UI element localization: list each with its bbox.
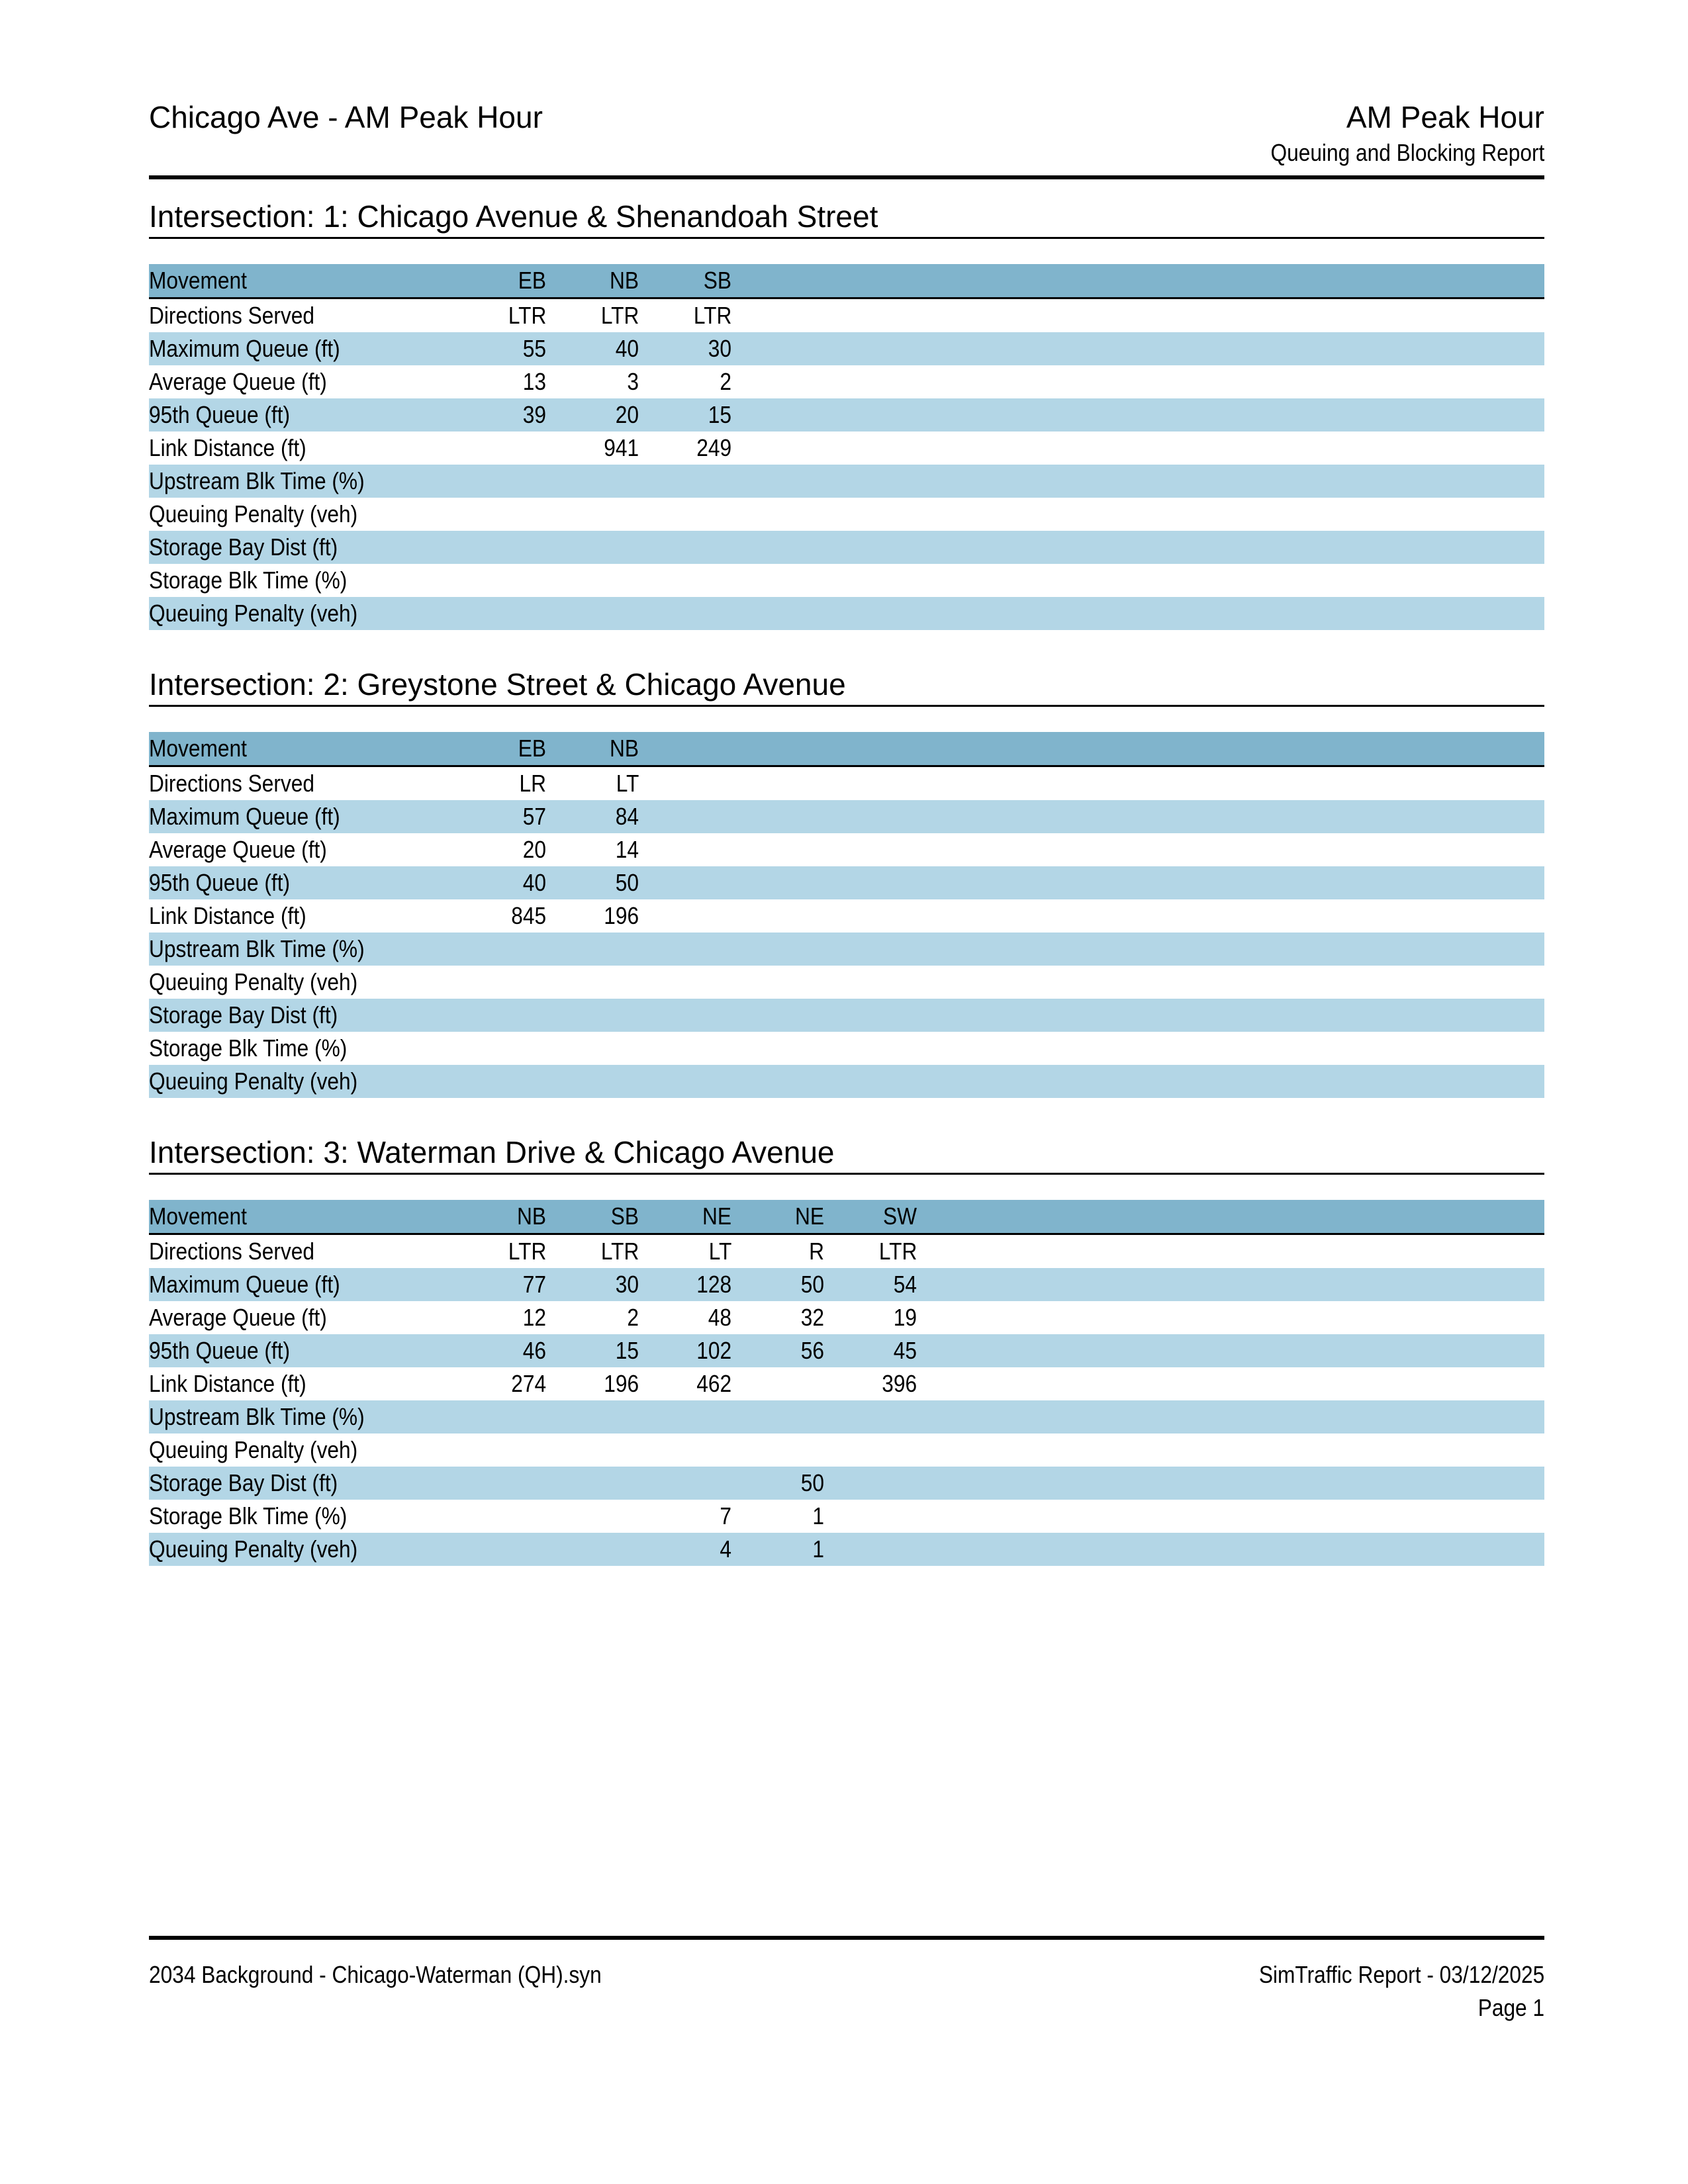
header-cell-movement: Movement [149,1200,453,1234]
value-cell [453,564,546,597]
intersection-title: Intersection: 2: Greystone Street & Chicago Avenue [149,667,846,702]
row-filler [639,966,1544,999]
table-row [149,1367,1544,1400]
table-row [149,1467,1544,1500]
queue-table [149,732,1544,1098]
header-cell-direction: EB [453,732,546,766]
row-filler [639,899,1544,933]
row-label: Storage Bay Dist (ft) [149,1469,338,1496]
row-filler [731,498,1544,531]
row-filler [731,564,1544,597]
value-cell [824,1467,917,1500]
row-filler [917,1400,1544,1433]
table-row [149,564,1544,597]
queue-table [149,264,1544,630]
table-row [149,800,1544,833]
header-cell-movement: Movement [149,264,453,298]
value-cell: 274 [511,1370,546,1397]
value-cell [546,1065,639,1098]
value-cell: 48 [708,1304,731,1331]
header-cell-direction: SW [824,1200,917,1234]
row-filler [639,933,1544,966]
intersection-section-2 [149,665,1544,1098]
header-cell-direction: NB [546,264,639,298]
value-cell: R [809,1238,824,1265]
value-cell [824,1433,917,1467]
value-cell: 20 [522,836,546,863]
value-cell: LTR [693,302,731,329]
row-filler [731,597,1544,630]
header-rule [149,175,1544,179]
table-header-row [149,732,1544,766]
value-cell: 1 [812,1502,824,1529]
row-filler [639,866,1544,899]
row-label: Queuing Penalty (veh) [149,1535,358,1563]
value-cell [546,597,639,630]
value-cell: 45 [893,1337,917,1364]
report-header [149,93,1544,180]
row-filler [917,1268,1544,1301]
value-cell [453,1065,546,1098]
intersection-title: Intersection: 3: Waterman Drive & Chicago Avenue [149,1135,835,1169]
footer-file-name: 2034 Background - Chicago-Waterman (QH).syn [149,1961,602,1988]
value-cell [453,1400,546,1433]
value-cell [639,564,731,597]
row-filler [917,1467,1544,1500]
row-label: Upstream Blk Time (%) [149,1403,365,1430]
row-filler [731,531,1544,564]
value-cell [453,531,546,564]
value-cell: 249 [696,434,731,461]
value-cell [639,498,731,531]
value-cell: 12 [522,1304,546,1331]
value-cell: 32 [800,1304,824,1331]
value-cell: LT [616,770,639,797]
value-cell [639,597,731,630]
row-filler [731,298,1544,333]
table-row [149,899,1544,933]
value-cell [453,597,546,630]
value-cell: 39 [522,401,546,428]
value-cell: 3 [627,368,639,395]
value-cell: LTR [508,1238,546,1265]
report-subtitle: Queuing and Blocking Report [1270,139,1544,166]
table-row [149,1433,1544,1467]
row-filler [731,432,1544,465]
report-title: Chicago Ave - AM Peak Hour [149,100,543,134]
value-cell: 50 [800,1469,824,1496]
value-cell [453,465,546,498]
value-cell: 15 [708,401,731,428]
value-cell [453,933,546,966]
value-cell: 54 [893,1271,917,1298]
row-filler [917,1500,1544,1533]
value-cell [546,465,639,498]
table-row [149,1334,1544,1367]
row-label: Maximum Queue (ft) [149,1271,340,1298]
value-cell: 7 [720,1502,731,1529]
value-cell: 462 [696,1370,731,1397]
header-cell-direction: NB [453,1200,546,1234]
section-rule [149,705,1544,707]
value-cell: 50 [800,1271,824,1298]
table-header-row [149,264,1544,298]
value-cell: LR [519,770,546,797]
value-cell [453,966,546,999]
table-row [149,999,1544,1032]
header-cell-filler [917,1200,1544,1234]
row-label: Storage Blk Time (%) [149,1502,348,1529]
table-row [149,1234,1544,1269]
table-header-row [149,1200,1544,1234]
table-row [149,398,1544,432]
table-row [149,597,1544,630]
row-label: Storage Blk Time (%) [149,567,348,594]
row-label: Queuing Penalty (veh) [149,1068,358,1095]
value-cell: 128 [696,1271,731,1298]
value-cell [453,1533,546,1566]
value-cell [731,1400,824,1433]
value-cell [453,432,546,465]
value-cell [546,1533,639,1566]
value-cell [453,1467,546,1500]
table-row [149,298,1544,333]
value-cell: 941 [604,434,639,461]
row-filler [917,1433,1544,1467]
row-filler [731,465,1544,498]
row-label: Average Queue (ft) [149,368,327,395]
row-label: Queuing Penalty (veh) [149,968,358,995]
row-label: Upstream Blk Time (%) [149,935,365,962]
table-row [149,833,1544,866]
table-row [149,1400,1544,1433]
value-cell: LTR [600,1238,639,1265]
table-row [149,432,1544,465]
value-cell: 102 [696,1337,731,1364]
row-filler [639,833,1544,866]
value-cell [453,999,546,1032]
value-cell: LTR [508,302,546,329]
value-cell [546,966,639,999]
value-cell [453,498,546,531]
row-label: 95th Queue (ft) [149,1337,291,1364]
value-cell [824,1500,917,1533]
footer-page-number: Page 1 [1477,1994,1544,2021]
header-cell-direction: NE [731,1200,824,1234]
row-filler [917,1301,1544,1334]
row-label: Queuing Penalty (veh) [149,1436,358,1463]
row-label: Average Queue (ft) [149,836,327,863]
value-cell: 30 [708,335,731,362]
table-row [149,1032,1544,1065]
row-filler [731,398,1544,432]
table-row [149,966,1544,999]
row-label: Storage Bay Dist (ft) [149,1001,338,1028]
row-label: Upstream Blk Time (%) [149,467,365,494]
value-cell: 77 [522,1271,546,1298]
value-cell: 19 [893,1304,917,1331]
value-cell [546,999,639,1032]
table-row [149,465,1544,498]
row-filler [639,1032,1544,1065]
row-filler [917,1533,1544,1566]
table-row [149,766,1544,801]
header-cell-movement: Movement [149,732,453,766]
period-title: AM Peak Hour [1346,100,1544,134]
row-label: Directions Served [149,770,315,797]
value-cell [639,531,731,564]
row-label: 95th Queue (ft) [149,869,291,896]
value-cell: 13 [522,368,546,395]
value-cell [639,1433,731,1467]
value-cell: 30 [615,1271,639,1298]
value-cell [639,1467,731,1500]
intersection-section-1 [149,197,1544,630]
row-filler [639,999,1544,1032]
value-cell [546,1400,639,1433]
value-cell: 15 [615,1337,639,1364]
value-cell [731,1367,824,1400]
table-row [149,332,1544,365]
value-cell: 396 [882,1370,917,1397]
table-row [149,1533,1544,1566]
footer-report-date: SimTraffic Report - 03/12/2025 [1258,1961,1544,1988]
value-cell: 1 [812,1535,824,1563]
value-cell [546,564,639,597]
row-label: Storage Blk Time (%) [149,1034,348,1062]
value-cell [639,465,731,498]
row-filler [639,1065,1544,1098]
value-cell: 14 [615,836,639,863]
value-cell: 40 [615,335,639,362]
value-cell: 84 [615,803,639,830]
row-label: Directions Served [149,1238,315,1265]
value-cell: LT [708,1238,731,1265]
value-cell: 50 [615,869,639,896]
intersection-title: Intersection: 1: Chicago Avenue & Shenandoah Street [149,199,878,234]
table-row [149,933,1544,966]
value-cell: 40 [522,869,546,896]
value-cell: 55 [522,335,546,362]
row-label: Link Distance (ft) [149,902,306,929]
row-filler [639,800,1544,833]
row-filler [731,365,1544,398]
table-row [149,1301,1544,1334]
value-cell [639,1400,731,1433]
value-cell: 845 [511,902,546,929]
table-row [149,1500,1544,1533]
value-cell [453,1032,546,1065]
value-cell [546,1500,639,1533]
header-cell-direction: SB [639,264,731,298]
value-cell [546,1433,639,1467]
header-cell-filler [731,264,1544,298]
header-cell-direction: EB [453,264,546,298]
value-cell: 196 [604,902,639,929]
row-label: Maximum Queue (ft) [149,803,340,830]
value-cell: 196 [604,1370,639,1397]
row-label: Link Distance (ft) [149,1370,306,1397]
row-label: Maximum Queue (ft) [149,335,340,362]
row-filler [917,1234,1544,1269]
section-rule [149,237,1544,239]
row-label: Average Queue (ft) [149,1304,327,1331]
table-row [149,531,1544,564]
header-cell-direction: SB [546,1200,639,1234]
value-cell [546,1032,639,1065]
value-cell [546,531,639,564]
value-cell: 56 [800,1337,824,1364]
header-cell-direction: NE [639,1200,731,1234]
value-cell [453,1433,546,1467]
value-cell [731,1433,824,1467]
section-rule [149,1173,1544,1175]
header-cell-direction: NB [546,732,639,766]
value-cell: 57 [522,803,546,830]
value-cell [824,1400,917,1433]
value-cell [546,933,639,966]
table-row [149,1268,1544,1301]
row-filler [917,1367,1544,1400]
value-cell [546,1467,639,1500]
row-label: Queuing Penalty (veh) [149,500,358,527]
value-cell: 2 [720,368,731,395]
row-label: Directions Served [149,302,315,329]
value-cell [453,1500,546,1533]
footer-rule [149,1936,1544,1940]
table-row [149,866,1544,899]
queue-table [149,1200,1544,1566]
intersection-section-3 [149,1133,1544,1566]
row-label: Storage Bay Dist (ft) [149,533,338,561]
row-label: Queuing Penalty (veh) [149,600,358,627]
value-cell: LTR [600,302,639,329]
row-filler [917,1334,1544,1367]
row-filler [731,332,1544,365]
table-row [149,365,1544,398]
value-cell: 46 [522,1337,546,1364]
row-filler [639,766,1544,801]
value-cell: 2 [627,1304,639,1331]
value-cell: LTR [878,1238,917,1265]
value-cell: 20 [615,401,639,428]
table-row [149,498,1544,531]
header-cell-filler [639,732,1544,766]
value-cell: 4 [720,1535,731,1563]
row-label: Link Distance (ft) [149,434,306,461]
value-cell [824,1533,917,1566]
value-cell [546,498,639,531]
row-label: 95th Queue (ft) [149,401,291,428]
table-row [149,1065,1544,1098]
